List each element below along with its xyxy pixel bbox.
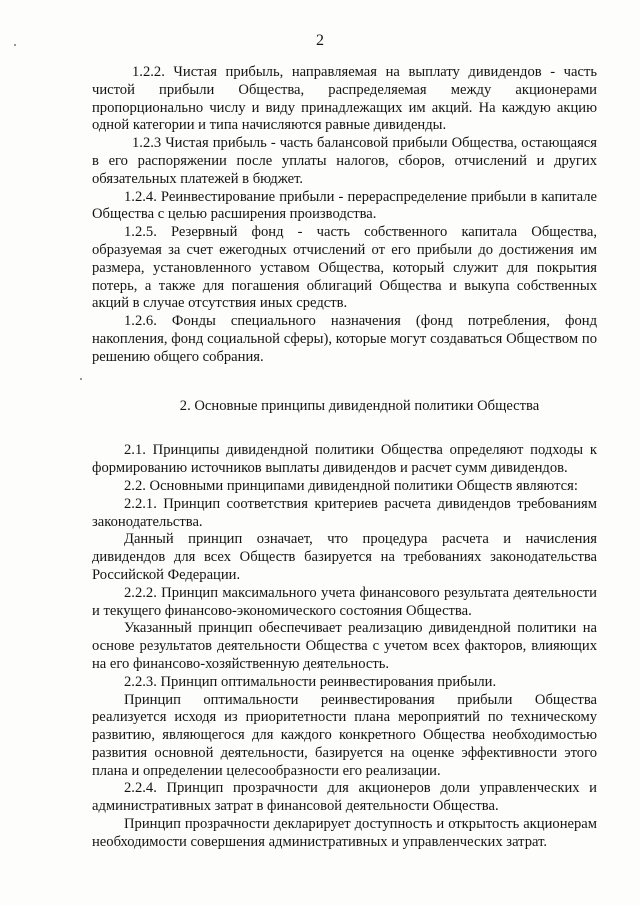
clause-2-2-2: 2.2.2. Принцип максимального учета финансового результата деятельности и текущего финансово-экономического состояния Общества.: [92, 584, 597, 619]
clause-2-2: 2.2. Основными принципами дивидендной политики Обществ являются:: [124, 477, 578, 494]
clause-1-2-3: 1.2.3 Чистая прибыль - часть балансовой прибыли Общества, остающаяся в его распоряжении после уплаты налогов, сборов, отчислений и других обязательных платежей в бюджет.: [92, 135, 597, 187]
clause-1-2-2: 1.2.2. Чистая прибыль, направляемая на выплату дивидендов - часть чистой прибыли Общества, распределяемая между акционерами пропорционально числу и виду принадлежащих им акций. На каждую акцию одной категории и типа начисляются равные дивиденды.: [92, 64, 597, 134]
clause-2-1: 2.1. Принципы дивидендной политики Общества определяют подходы к формированию источников выплаты дивидендов и расчет сумм дивидендов.: [92, 442, 597, 477]
clause-1-2-4: 1.2.4. Реинвестирование прибыли - перераспределение прибыли в капитале Общества с целью расширения производства.: [92, 188, 597, 223]
clause-2-2-3-text: Принцип оптимальности реинвестирования прибыли Общества реализуется исходя из приоритетности плана мероприятий по техническому развитию, являющегося для каждого конкретного Общества необходимостью развития основной деятельности, базируется на оценке эффективности этого плана и определении целесообразности его реализации.: [92, 691, 597, 779]
document-body: [92, 64, 597, 852]
clause-2-2-4-text: Принцип прозрачности декларирует доступность и открытость акционерам необходимости совершения административных и управленческих затрат.: [92, 816, 597, 850]
clause-2-2-1-text: Данный принцип означает, что процедура расчета и начисления дивидендов для всех Обществ базируется на требованиях законодательства Российской Федерации.: [92, 531, 597, 583]
page-number: 2: [316, 32, 324, 49]
scan-speck: [80, 378, 82, 380]
spacer: [92, 367, 597, 398]
spacer: [92, 415, 597, 442]
clause-1-2-6: 1.2.6. Фонды специального назначения (фонд потребления, фонд накопления, фонд социальной сферы), которые могут создаваться Обществом по решению общего собрания.: [92, 313, 597, 365]
clause-2-2-2-text: Указанный принцип обеспечивает реализацию дивидендной политики на основе результатов деятельности Общества с учетом всех факторов, влияющих на его финансово-хозяйственную деятельность.: [92, 620, 597, 672]
clause-2-2-1: 2.2.1. Принцип соответствия критериев расчета дивидендов требованиям законодательства.: [92, 495, 597, 530]
clause-2-2-4: 2.2.4. Принцип прозрачности для акционеров доли управленческих и административных затрат в финансовой деятельности Общества.: [92, 780, 597, 815]
clause-1-2-5: 1.2.5. Резервный фонд - часть собственного капитала Общества, образуемая за счет ежегодных отчислений от его прибыли до достижения им размера, установленного уставом Общества, который служит для покрытия потерь, а также для погашения облигаций Общества и выкупа собственных акций в случае отсутствия иных средств.: [92, 224, 597, 312]
clause-2-2-3: 2.2.3. Принцип оптимальности реинвестирования прибыли.: [124, 673, 497, 690]
section-2-heading: 2. Основные принципы дивидендной политики Общества: [179, 397, 540, 414]
